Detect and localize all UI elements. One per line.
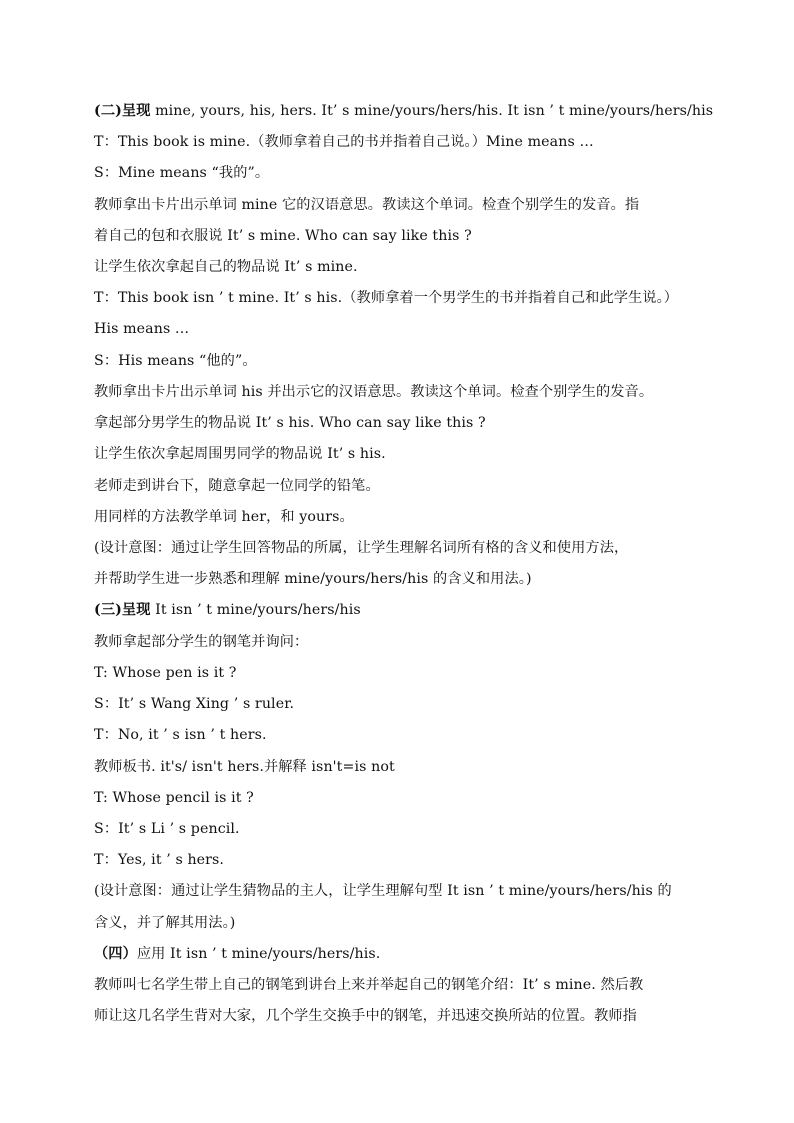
line-03: S：Mine means “我的”。 xyxy=(94,165,270,181)
line-18: 教师拿起部分学生的钢笔并询问： xyxy=(94,634,309,650)
line-08: His means … xyxy=(94,321,190,337)
line-16: 并帮助学生进一步熟悉和理解 mine/yours/hers/his 的含义和用法。) xyxy=(94,571,532,587)
line-24: S：It’ s Li ’ s pencil. xyxy=(94,821,240,837)
line-12: 让学生依次拿起周围男同学的物品说 It’ s his. xyxy=(94,446,386,462)
line-21: T：No, it ’ s isn ’ t hers. xyxy=(94,727,267,743)
line-07: T：This book isn ’ t mine. It’ s his.（教师拿着一个男学生的书并指着自己和此学生说。） xyxy=(94,290,679,306)
line-14: 用同样的方法教学单词 her，和 yours。 xyxy=(94,509,354,525)
line-26: (设计意图：通过让学生猜物品的主人，让学生理解句型 It isn ’ t mine/yours/hers/his 的 xyxy=(94,883,672,899)
line-05: 着自己的包和衣服说 It’ s mine. Who can say like this ? xyxy=(94,228,472,244)
line-02: T：This book is mine.（教师拿着自己的书并指着自己说。）Mine means … xyxy=(94,134,594,150)
line-04: 教师拿出卡片出示单词 mine 它的汉语意思。教读这个单词。检查个别学生的发音。指 xyxy=(94,197,640,213)
line-28: （四）应用 It isn ’ t mine/yours/hers/his. xyxy=(94,946,381,962)
section-heading: (二)呈现 xyxy=(94,103,151,119)
line-23: T: Whose pencil is it ? xyxy=(94,790,254,806)
line-25: T：Yes, it ’ s hers. xyxy=(94,852,225,868)
line-06: 让学生依次拿起自己的物品说 It’ s mine. xyxy=(94,259,358,275)
section-heading: （四） xyxy=(94,946,137,962)
line-30: 师让这几名学生背对大家，几个学生交换手中的钢笔，并迅速交换所站的位置。教师指 xyxy=(94,1008,637,1024)
section-heading: (三)呈现 xyxy=(94,602,151,618)
line-22: 教师板书. it's/ isn't hers.并解释 isn't=is not xyxy=(94,759,395,775)
line-20: S：It’ s Wang Xing ’ s ruler. xyxy=(94,696,295,712)
line-10: 教师拿出卡片出示单词 his 并出示它的汉语意思。教读这个单词。检查个别学生的发音。 xyxy=(94,384,654,400)
line-19: T: Whose pen is it ? xyxy=(94,665,237,681)
line-11: 拿起部分男学生的物品说 It’ s his. Who can say like this ? xyxy=(94,415,486,431)
line-15: (设计意图：通过让学生回答物品的所属，让学生理解名词所有格的含义和使用方法， xyxy=(94,540,629,556)
line-29: 教师叫七名学生带上自己的钢笔到讲台上来并举起自己的钢笔介绍：It’ s mine. 然后教 xyxy=(94,977,644,993)
line-09: S：His means “他的”。 xyxy=(94,353,257,369)
line-01: (二)呈现 mine, yours, his, hers. It’ s mine/yours/hers/his. It isn ’ t mine/yours/hers/his xyxy=(94,103,714,119)
line-17: (三)呈现 It isn ’ t mine/yours/hers/his xyxy=(94,602,361,618)
line-27: 含义，并了解其用法。) xyxy=(94,915,236,931)
line-13: 老师走到讲台下，随意拿起一位同学的铅笔。 xyxy=(94,478,380,494)
